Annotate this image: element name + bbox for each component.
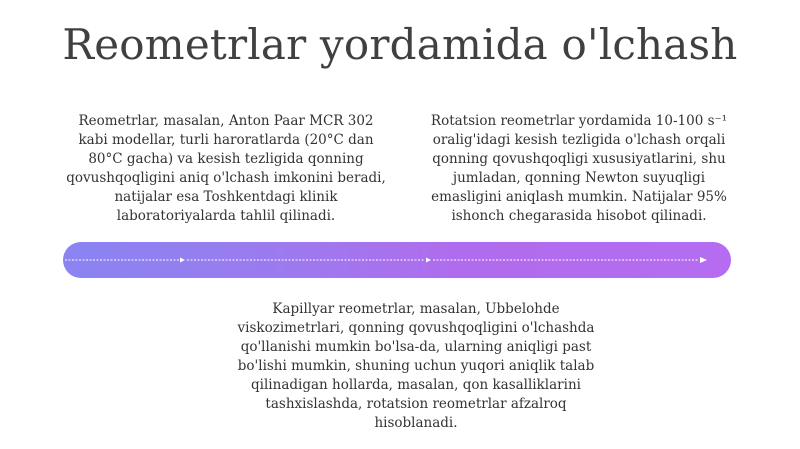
paragraph-bottom: Kapillyar reometrlar, masalan, Ubbelohde viskozimetrlari, qonning qovushqoqligini o'lchashda qo'llanishi mumkin bo'lsa-da, ularning aniqligi past bo'lishi mumkin, shuning uchun yuqori aniqlik talab qilinadigan hollarda, masalan, qon kasalliklarini tashxislashda, rotatsion reometrlar afzalroq hisoblanadi.: [237, 301, 595, 431]
slide-title: Reometrlar yordamida o'lchash: [62, 20, 738, 69]
arrow-head-2-icon: [426, 258, 431, 263]
timeline-arrows: [63, 242, 731, 278]
arrow-head-1-icon: [180, 258, 185, 263]
arrow-head-3-icon: [700, 257, 707, 263]
timeline-bar: [63, 242, 731, 278]
paragraph-left: Reometrlar, masalan, Anton Paar MCR 302 kabi modellar, turli haroratlarda (20°C dan 80°C gacha) va kesish tezligida qonning qovushqoqligini aniq o'lchash imkonini beradi, natijalar esa Toshkentdagi klinik laboratoriyalarda tahlil qilinadi.: [66, 113, 386, 224]
paragraph-right: Rotatsion reometrlar yordamida 10-100 s⁻¹ oralig'idagi kesish tezligida o'lchash orqali qonning qovushqoqligi xususiyatlarini, shu jumladan, qonning Newton suyuqligi emasligini aniqlash mumkin. Natijalar 95% ishonch chegarasida hisobot qilinadi.: [430, 113, 728, 224]
